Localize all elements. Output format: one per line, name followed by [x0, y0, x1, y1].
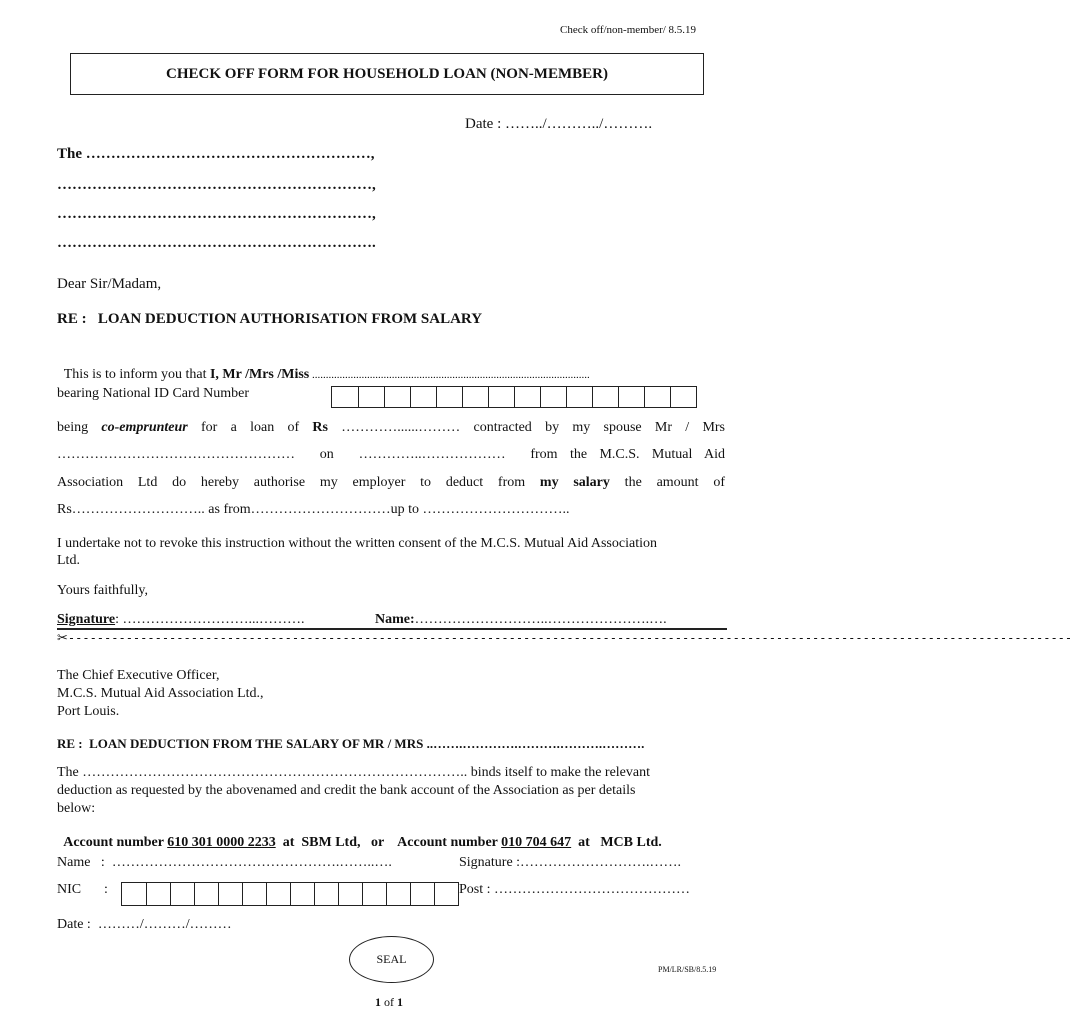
address-line-3[interactable]: ………………………………………………………,: [57, 206, 376, 222]
signature-field[interactable]: : ………………………...……….: [115, 612, 305, 627]
employer-name-field[interactable]: Name : ………………………………………….……..….: [57, 855, 392, 870]
inform-line: [57, 351, 590, 383]
name-label: Name:: [375, 612, 415, 627]
undertake-line-1: I undertake not to revoke this instruction without the written consent of the M.C.S. Mutual Aid Association: [57, 536, 657, 551]
employer-date-field[interactable]: Date : ………/………/………: [57, 917, 232, 932]
account-label-sbm: Account number: [63, 835, 168, 850]
employer-subject[interactable]: RE : LOAN DEDUCTION FROM THE SALARY OF MR / MRS ..…….………….……….……….……….: [57, 736, 645, 751]
page-total: 1: [397, 995, 403, 1009]
undertake-line-2: Ltd.: [57, 553, 80, 568]
form-title: CHECK OFF FORM FOR HOUSEHOLD LOAN (NON-MEMBER): [70, 53, 704, 95]
dashed-separator: -------------------------------------------------------------------------------------------------------------------------------------------: [67, 631, 1072, 645]
seal-stamp: SEAL: [349, 936, 434, 983]
nic-boxes[interactable]: [121, 882, 459, 906]
loan-paragraph-line-1: [57, 420, 725, 436]
loan-amount-field[interactable]: …………......……… contracted by my spouse Mr / Mrs: [327, 420, 726, 435]
address-line-4[interactable]: ……………………………………………………….: [57, 235, 376, 251]
loan-paragraph-line-2[interactable]: …………………………………………… on …………..……………… from the M.C.S. Mutual Aid: [57, 447, 725, 462]
name-field[interactable]: ………………………..………………….….: [414, 612, 667, 627]
page-current: 1: [375, 995, 381, 1009]
document-reference: Check off/non-member/ 8.5.19: [560, 24, 697, 36]
page-of: of: [381, 995, 397, 1009]
mcb-bank-label: at MCB Ltd.: [571, 835, 662, 850]
nic-colon: :: [104, 882, 108, 897]
post-field[interactable]: Post : ……………………………………: [459, 882, 691, 897]
address-line-1[interactable]: The …………………………………………………,: [57, 146, 375, 162]
inform-prefix: This is to inform you that: [63, 367, 210, 382]
nic-label: NIC: [57, 882, 82, 897]
ceo-address-line-1: The Chief Executive Officer,: [57, 668, 220, 683]
co-emprunteur-term: co-emprunteur: [101, 420, 188, 435]
closing: Yours faithfully,: [57, 583, 149, 598]
page-number: [375, 995, 403, 1010]
footer-reference: PM/LR/SB/8.5.19: [658, 965, 717, 974]
text: for a loan of: [187, 420, 313, 435]
binds-line-3: below:: [57, 801, 96, 816]
subject-line: RE : LOAN DEDUCTION AUTHORISATION FROM SALARY: [57, 311, 483, 327]
my-salary-term: my salary: [539, 475, 610, 490]
address-line-2[interactable]: ………………………………………………………,: [57, 177, 376, 193]
national-id-boxes[interactable]: [331, 386, 697, 408]
binds-line-1[interactable]: The ……………………………………………………………………….. binds itself to make the relevant: [57, 765, 650, 780]
loan-paragraph-line-3: [57, 475, 725, 491]
inform-name-field[interactable]: .....................................................................................................: [309, 369, 590, 381]
signature-row: [57, 612, 727, 628]
id-label: bearing National ID Card Number: [57, 386, 250, 401]
scissors-icon: ✂: [57, 631, 68, 646]
date-field[interactable]: Date : ……../………../……….: [465, 116, 653, 132]
ceo-address-line-3: Port Louis.: [57, 704, 120, 719]
loan-paragraph-line-4[interactable]: Rs……………………….. as from…………………………up to …………………………..: [57, 502, 570, 517]
binds-line-2: deduction as requested by the abovenamed and credit the bank account of the Association as per details: [57, 783, 636, 798]
sbm-bank-label: at SBM Ltd, or Account number: [275, 835, 502, 850]
currency-label: Rs: [312, 420, 328, 435]
text: being: [57, 420, 102, 435]
signature-label: Signature: [57, 612, 116, 627]
ceo-address-line-2: M.C.S. Mutual Aid Association Ltd.,: [57, 686, 264, 701]
employer-signature-field[interactable]: Signature :……………………….…….: [459, 855, 682, 870]
sbm-account-number: 610 301 0000 2233: [167, 835, 276, 850]
cut-line: [57, 628, 1072, 646]
mcb-account-number: 010 704 647: [501, 835, 572, 850]
inform-title: I, Mr /Mrs /Miss: [209, 367, 310, 382]
account-details: [57, 819, 662, 851]
salutation: Dear Sir/Madam,: [57, 276, 162, 292]
text: Association Ltd do hereby authorise my employer to deduct from: [57, 475, 540, 490]
text: the amount of: [609, 475, 725, 490]
